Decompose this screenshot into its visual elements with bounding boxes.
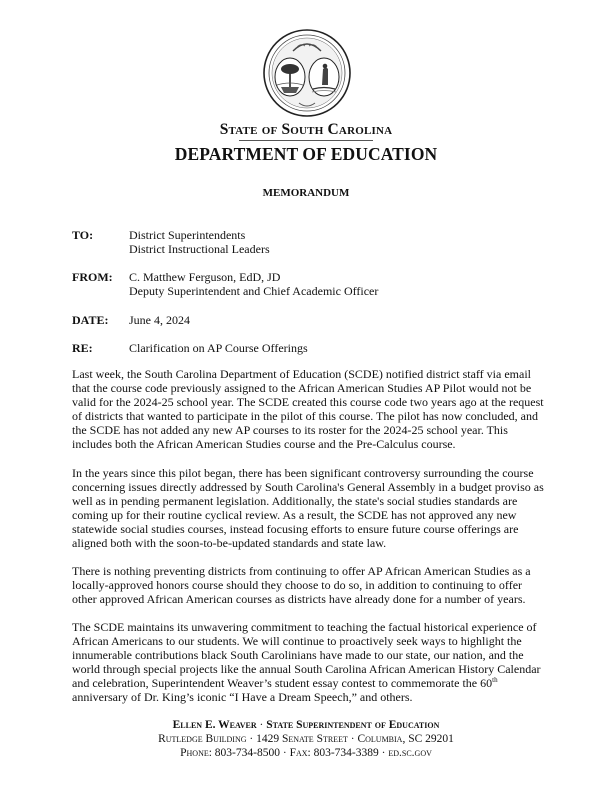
body-paragraph-3: There is nothing preventing districts from continuing to offer AP African American Studies as a locally-approved honors course should they choose to do so, in addition to continuing to offer other approved African American courses as districts have already done for a number of years. [72, 564, 531, 607]
re-label: RE: [72, 341, 93, 355]
footer-separator: · [256, 719, 267, 731]
footer-fax: Fax: 803-734-3389 [289, 747, 379, 759]
from-label: FROM: [72, 270, 113, 284]
footer-line-3 [0, 747, 612, 761]
date-value: June 4, 2024 [129, 313, 190, 327]
body-paragraph-1: Last week, the South Carolina Department of Education (SCDE) notified district staff via email that the course code previously assigned to the African American Studies AP Pilot would not be valid for the 2024-25 school year. The SCDE created this course code two years ago at the request of districts that wanted to participate in the pilot of this course. The pilot has now concluded, and the SCDE has not added any new AP courses to its roster for the 2024-25 school year. This includes both the African American Studies course and the Pre-Calculus course. [72, 367, 544, 452]
footer-website[interactable]: ed.sc.gov [388, 747, 432, 759]
re-value: Clarification on AP Course Offerings [129, 341, 308, 355]
superintendent-name: Ellen E. Weaver [172, 719, 257, 731]
footer-building: Rutledge Building [158, 733, 247, 745]
paragraph-4-text-a: The SCDE maintains its unwavering commitment to teaching the factual historical experience of African Americans to our students. We will continue to proactively seek ways to highlight the innumerable contributions black South Carolinians have made to our state, our nation, and the world through special projects like the annual South Carolina African American History Calendar and celebration, Superintendent Weaver’s student essay contest to commemorate the 60 [72, 620, 541, 691]
to-line-2: District Instructional Leaders [129, 242, 270, 256]
footer-street: 1429 Senate Street [256, 733, 348, 745]
date-label: DATE: [72, 313, 109, 327]
to-label: TO: [72, 228, 94, 242]
letterhead-divider [239, 140, 373, 141]
department-heading: DEPARTMENT OF EDUCATION [174, 144, 438, 164]
footer-line-1 [0, 719, 612, 733]
state-name-heading: State of South Carolina [219, 121, 393, 138]
footer-separator: · [347, 733, 358, 745]
to-line-1: District Superintendents [129, 228, 246, 242]
superintendent-title: State Superintendent of Education [266, 719, 440, 731]
from-line-2: Deputy Superintendent and Chief Academic Officer [129, 284, 379, 298]
ordinal-superscript: th [492, 676, 498, 685]
memo-title: MEMORANDUM [262, 187, 350, 199]
footer-separator: · [378, 747, 389, 759]
state-seal-icon [263, 29, 351, 117]
from-line-1: C. Matthew Ferguson, EdD, JD [129, 270, 281, 284]
footer-city: Columbia, SC 29201 [357, 733, 454, 745]
body-paragraph-4 [72, 620, 548, 705]
footer-line-2 [0, 733, 612, 747]
footer-separator: · [279, 747, 290, 759]
footer-phone: Phone: 803-734-8500 [180, 747, 280, 759]
paragraph-4-text-b: anniversary of Dr. King’s iconic “I Have a Dream Speech,” and others. [72, 690, 413, 705]
footer-separator: · [246, 733, 257, 745]
body-paragraph-2: In the years since this pilot began, there has been significant controversy surrounding the course concerning issues directly addressed by South Carolina's General Assembly in a budget proviso as well as in pending permanent legislation. Additionally, the state's social studies standards are coming up for their routine cyclical review. As a result, the SCDE has not approved any new statewide social studies courses, instead focusing efforts to ensure future course offerings are aligned both with the soon-to-be-updated standards and state law. [72, 466, 544, 551]
